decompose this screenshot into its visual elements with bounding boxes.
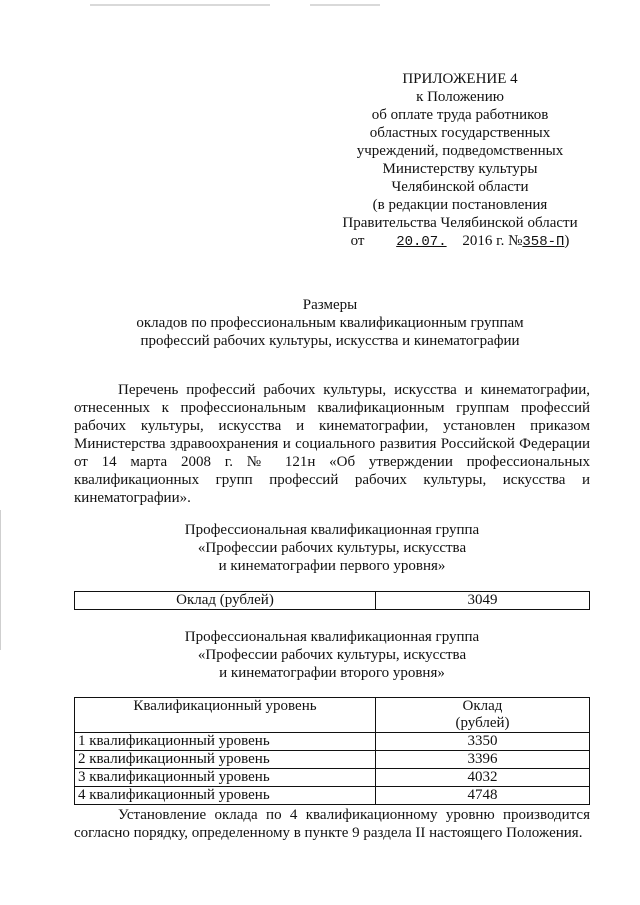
resolution-year: 2016 г. №: [462, 233, 523, 249]
intro-paragraph: Перечень профессий рабочих культуры, искусства и кинематографии, отнесенных к профессиональным квалификационным группам профессий рабочих культуры, искусства и кинематографии, установлен приказом Министерства здравоохранения и социального развития Российской Федерации от 14 марта 2008 г. № 121н «Об утверждении профессиональных квалификационных групп профессий рабочих культуры, искусства и кинематографии».: [74, 382, 590, 506]
level-cell: 2 квалификационный уровень: [75, 751, 376, 769]
appendix-line: областных государственных: [369, 125, 551, 141]
table-header-row: [75, 698, 590, 733]
level-cell: 4 квалификационный уровень: [75, 787, 376, 805]
group1-heading: [74, 521, 590, 575]
title-line: профессий рабочих культуры, искусства и кинематографии: [140, 333, 520, 349]
header-level-cell: Квалификационный уровень: [75, 698, 376, 733]
appendix-line: Правительства Челябинской области: [342, 215, 578, 231]
table-row: [75, 787, 590, 805]
group2-heading: [74, 628, 590, 682]
document-title: [70, 296, 590, 350]
header-salary-line: (рублей): [455, 715, 510, 731]
table-row: [75, 751, 590, 769]
group1-heading-line: Профессиональная квалификационная группа: [184, 522, 480, 538]
table-row: [75, 733, 590, 751]
resolution-number: 358-П: [522, 234, 565, 250]
scan-artifact: [310, 4, 380, 6]
appendix-line: об оплате труда работников: [371, 107, 549, 123]
footer-paragraph: Установление оклада по 4 квалификационному уровню производится согласно порядку, определенному в пункте 9 раздела II настоящего Положения.: [74, 807, 590, 841]
salary-value-cell: 3049: [376, 592, 590, 610]
group2-heading-line: Профессиональная квалификационная группа: [184, 629, 480, 645]
title-line: Размеры: [302, 297, 358, 313]
level-cell: 3 квалификационный уровень: [75, 769, 376, 787]
salary-cell: 3350: [376, 733, 590, 751]
closing-paren: ): [564, 233, 570, 249]
salary-label-cell: Оклад (рублей): [75, 592, 376, 610]
group2-heading-line: «Профессии рабочих культуры, искусства: [197, 647, 467, 663]
title-line: окладов по профессиональным квалификационным группам: [136, 315, 524, 331]
appendix-line: Челябинской области: [391, 179, 529, 195]
appendix-header: [330, 70, 590, 251]
appendix-line: к Положению: [416, 89, 504, 105]
header-salary-line: Оклад: [462, 698, 503, 714]
appendix-line: ПРИЛОЖЕНИЕ 4: [402, 71, 518, 87]
header-salary-cell: [376, 698, 590, 733]
group1-table: [74, 591, 590, 610]
table-row: [75, 592, 590, 610]
scan-margin-line: [0, 510, 1, 650]
level-cell: 1 квалификационный уровень: [75, 733, 376, 751]
resolution-date-line: [330, 232, 590, 251]
group2-heading-line: и кинематографии второго уровня»: [219, 665, 445, 681]
group1-heading-line: и кинематографии первого уровня»: [218, 558, 446, 574]
appendix-line: (в редакции постановления: [372, 197, 548, 213]
resolution-date: 20.07.: [396, 234, 447, 250]
group2-table: [74, 697, 590, 805]
salary-cell: 4032: [376, 769, 590, 787]
salary-cell: 4748: [376, 787, 590, 805]
group1-heading-line: «Профессии рабочих культуры, искусства: [197, 540, 467, 556]
appendix-line: Министерству культуры: [382, 161, 538, 177]
appendix-line: учреждений, подведомственных: [356, 143, 564, 159]
date-prefix: от: [350, 233, 365, 249]
table-row: [75, 769, 590, 787]
scan-artifact: [90, 4, 270, 6]
salary-cell: 3396: [376, 751, 590, 769]
